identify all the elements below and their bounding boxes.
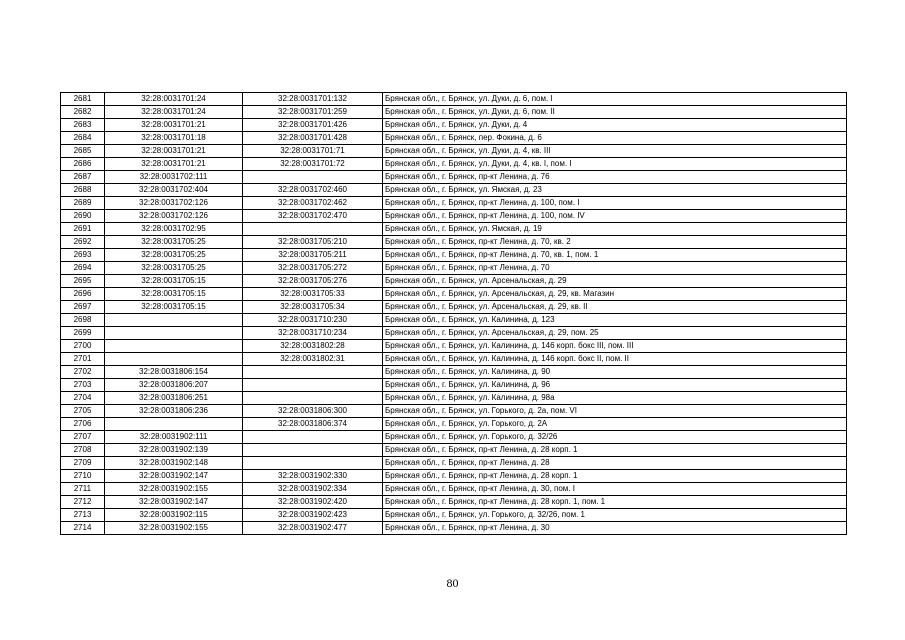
address-cell: Брянская обл., г. Брянск, ул. Калинина, д. 146 корп. бокс III, пом. III [383, 340, 847, 353]
parcel-cadastral-number-cell: 32:28:0031701:21 [105, 119, 243, 132]
table-row [61, 106, 847, 119]
object-cadastral-number-cell: 32:28:0031902:423 [243, 509, 383, 522]
table-row [61, 314, 847, 327]
parcel-cadastral-number-cell: 32:28:0031702:126 [105, 197, 243, 210]
row-number-cell: 2684 [61, 132, 105, 145]
parcel-cadastral-number-cell: 32:28:0031705:25 [105, 236, 243, 249]
row-number-cell: 2689 [61, 197, 105, 210]
address-cell: Брянская обл., г. Брянск, ул. Ямская, д. 19 [383, 223, 847, 236]
object-cadastral-number-cell [243, 379, 383, 392]
table-row [61, 522, 847, 535]
table-row [61, 301, 847, 314]
address-cell: Брянская обл., г. Брянск, ул. Дуки, д. 6, пом. II [383, 106, 847, 119]
row-number-cell: 2709 [61, 457, 105, 470]
object-cadastral-number-cell: 32:28:0031902:330 [243, 470, 383, 483]
object-cadastral-number-cell: 32:28:0031701:72 [243, 158, 383, 171]
address-cell: Брянская обл., г. Брянск, ул. Арсенальская, д. 29, кв. II [383, 301, 847, 314]
row-number-cell: 2682 [61, 106, 105, 119]
parcel-cadastral-number-cell: 32:28:0031701:24 [105, 93, 243, 106]
address-cell: Брянская обл., г. Брянск, пр-кт Ленина, д. 76 [383, 171, 847, 184]
table-row [61, 496, 847, 509]
address-cell: Брянская обл., г. Брянск, ул. Горького, д. 2А [383, 418, 847, 431]
row-number-cell: 2691 [61, 223, 105, 236]
address-cell: Брянская обл., г. Брянск, ул. Калинина, д. 123 [383, 314, 847, 327]
address-cell: Брянская обл., г. Брянск, пр-кт Ленина, д. 70, кв. 1, пом. 1 [383, 249, 847, 262]
address-cell: Брянская обл., г. Брянск, пер. Фокина, д. 6 [383, 132, 847, 145]
parcel-cadastral-number-cell: 32:28:0031701:24 [105, 106, 243, 119]
object-cadastral-number-cell [243, 431, 383, 444]
parcel-cadastral-number-cell: 32:28:0031902:139 [105, 444, 243, 457]
registry-table [60, 92, 847, 535]
row-number-cell: 2711 [61, 483, 105, 496]
table-row [61, 418, 847, 431]
object-cadastral-number-cell: 32:28:0031802:28 [243, 340, 383, 353]
table-row [61, 223, 847, 236]
parcel-cadastral-number-cell: 32:28:0031806:154 [105, 366, 243, 379]
address-cell: Брянская обл., г. Брянск, пр-кт Ленина, д. 100, пом. IV [383, 210, 847, 223]
parcel-cadastral-number-cell: 32:28:0031702:95 [105, 223, 243, 236]
parcel-cadastral-number-cell: 32:28:0031701:18 [105, 132, 243, 145]
table-row [61, 483, 847, 496]
address-cell: Брянская обл., г. Брянск, пр-кт Ленина, д. 28 [383, 457, 847, 470]
object-cadastral-number-cell: 32:28:0031701:259 [243, 106, 383, 119]
object-cadastral-number-cell: 32:28:0031806:374 [243, 418, 383, 431]
table-row [61, 444, 847, 457]
address-cell: Брянская обл., г. Брянск, пр-кт Ленина, д. 28 корп. 1 [383, 444, 847, 457]
row-number-cell: 2708 [61, 444, 105, 457]
row-number-cell: 2707 [61, 431, 105, 444]
address-cell: Брянская обл., г. Брянск, ул. Дуки, д. 4 [383, 119, 847, 132]
table-row [61, 275, 847, 288]
parcel-cadastral-number-cell: 32:28:0031806:207 [105, 379, 243, 392]
address-cell: Брянская обл., г. Брянск, пр-кт Ленина, д. 28 корп. 1, пом. 1 [383, 496, 847, 509]
row-number-cell: 2681 [61, 93, 105, 106]
address-cell: Брянская обл., г. Брянск, пр-кт Ленина, д. 30, пом. I [383, 483, 847, 496]
registry-table-body [61, 93, 847, 535]
table-row [61, 197, 847, 210]
row-number-cell: 2685 [61, 145, 105, 158]
parcel-cadastral-number-cell: 32:28:0031902:148 [105, 457, 243, 470]
row-number-cell: 2712 [61, 496, 105, 509]
table-row [61, 392, 847, 405]
parcel-cadastral-number-cell: 32:28:0031705:15 [105, 288, 243, 301]
address-cell: Брянская обл., г. Брянск, ул. Арсенальская, д. 29, кв. Магазин [383, 288, 847, 301]
object-cadastral-number-cell: 32:28:0031702:470 [243, 210, 383, 223]
parcel-cadastral-number-cell: 32:28:0031806:236 [105, 405, 243, 418]
row-number-cell: 2696 [61, 288, 105, 301]
object-cadastral-number-cell [243, 171, 383, 184]
table-row [61, 158, 847, 171]
table-row [61, 119, 847, 132]
parcel-cadastral-number-cell: 32:28:0031705:25 [105, 249, 243, 262]
parcel-cadastral-number-cell: 32:28:0031806:251 [105, 392, 243, 405]
parcel-cadastral-number-cell [105, 327, 243, 340]
address-cell: Брянская обл., г. Брянск, ул. Калинина, д. 90 [383, 366, 847, 379]
row-number-cell: 2683 [61, 119, 105, 132]
table-row [61, 379, 847, 392]
object-cadastral-number-cell: 32:28:0031902:420 [243, 496, 383, 509]
object-cadastral-number-cell: 32:28:0031702:462 [243, 197, 383, 210]
row-number-cell: 2702 [61, 366, 105, 379]
parcel-cadastral-number-cell: 32:28:0031902:111 [105, 431, 243, 444]
table-row [61, 405, 847, 418]
address-cell: Брянская обл., г. Брянск, ул. Арсенальская, д. 29, пом. 25 [383, 327, 847, 340]
table-row [61, 132, 847, 145]
row-number-cell: 2697 [61, 301, 105, 314]
address-cell: Брянская обл., г. Брянск, пр-кт Ленина, д. 28 корп. 1 [383, 470, 847, 483]
address-cell: Брянская обл., г. Брянск, ул. Горького, д. 32/26, пом. 1 [383, 509, 847, 522]
row-number-cell: 2714 [61, 522, 105, 535]
parcel-cadastral-number-cell: 32:28:0031705:15 [105, 301, 243, 314]
table-row [61, 184, 847, 197]
table-row [61, 210, 847, 223]
row-number-cell: 2703 [61, 379, 105, 392]
table-row [61, 340, 847, 353]
address-cell: Брянская обл., г. Брянск, ул. Дуки, д. 4, кв. III [383, 145, 847, 158]
parcel-cadastral-number-cell: 32:28:0031701:21 [105, 158, 243, 171]
parcel-cadastral-number-cell: 32:28:0031702:404 [105, 184, 243, 197]
parcel-cadastral-number-cell [105, 340, 243, 353]
address-cell: Брянская обл., г. Брянск, ул. Арсенальская, д. 29 [383, 275, 847, 288]
row-number-cell: 2698 [61, 314, 105, 327]
address-cell: Брянская обл., г. Брянск, ул. Горького, д. 2а, пом. VI [383, 405, 847, 418]
address-cell: Брянская обл., г. Брянск, пр-кт Ленина, д. 100, пом. I [383, 197, 847, 210]
address-cell: Брянская обл., г. Брянск, ул. Калинина, д. 98а [383, 392, 847, 405]
parcel-cadastral-number-cell: 32:28:0031705:25 [105, 262, 243, 275]
address-cell: Брянская обл., г. Брянск, ул. Дуки, д. 4, кв. I, пом. I [383, 158, 847, 171]
parcel-cadastral-number-cell [105, 314, 243, 327]
object-cadastral-number-cell: 32:28:0031701:132 [243, 93, 383, 106]
table-row [61, 366, 847, 379]
row-number-cell: 2701 [61, 353, 105, 366]
row-number-cell: 2687 [61, 171, 105, 184]
table-row [61, 236, 847, 249]
object-cadastral-number-cell [243, 444, 383, 457]
object-cadastral-number-cell: 32:28:0031705:210 [243, 236, 383, 249]
parcel-cadastral-number-cell: 32:28:0031702:126 [105, 210, 243, 223]
table-row [61, 249, 847, 262]
row-number-cell: 2699 [61, 327, 105, 340]
object-cadastral-number-cell [243, 223, 383, 236]
row-number-cell: 2695 [61, 275, 105, 288]
table-row [61, 470, 847, 483]
object-cadastral-number-cell: 32:28:0031902:477 [243, 522, 383, 535]
parcel-cadastral-number-cell [105, 418, 243, 431]
row-number-cell: 2690 [61, 210, 105, 223]
table-row [61, 509, 847, 522]
row-number-cell: 2692 [61, 236, 105, 249]
object-cadastral-number-cell: 32:28:0031701:426 [243, 119, 383, 132]
table-row [61, 93, 847, 106]
object-cadastral-number-cell [243, 392, 383, 405]
parcel-cadastral-number-cell: 32:28:0031701:21 [105, 145, 243, 158]
table-row [61, 327, 847, 340]
row-number-cell: 2710 [61, 470, 105, 483]
table-row [61, 171, 847, 184]
row-number-cell: 2706 [61, 418, 105, 431]
object-cadastral-number-cell: 32:28:0031710:234 [243, 327, 383, 340]
table-row [61, 353, 847, 366]
parcel-cadastral-number-cell: 32:28:0031902:155 [105, 483, 243, 496]
row-number-cell: 2700 [61, 340, 105, 353]
page-number: 80 [446, 576, 459, 590]
parcel-cadastral-number-cell: 32:28:0031705:15 [105, 275, 243, 288]
parcel-cadastral-number-cell: 32:28:0031902:147 [105, 496, 243, 509]
parcel-cadastral-number-cell: 32:28:0031902:115 [105, 509, 243, 522]
object-cadastral-number-cell: 32:28:0031701:71 [243, 145, 383, 158]
object-cadastral-number-cell: 32:28:0031702:460 [243, 184, 383, 197]
address-cell: Брянская обл., г. Брянск, пр-кт Ленина, д. 70 [383, 262, 847, 275]
address-cell: Брянская обл., г. Брянск, ул. Горького, д. 32/26 [383, 431, 847, 444]
row-number-cell: 2693 [61, 249, 105, 262]
object-cadastral-number-cell: 32:28:0031902:334 [243, 483, 383, 496]
table-row [61, 262, 847, 275]
object-cadastral-number-cell: 32:28:0031710:230 [243, 314, 383, 327]
row-number-cell: 2688 [61, 184, 105, 197]
object-cadastral-number-cell: 32:28:0031705:211 [243, 249, 383, 262]
object-cadastral-number-cell [243, 366, 383, 379]
table-row [61, 145, 847, 158]
object-cadastral-number-cell: 32:28:0031705:33 [243, 288, 383, 301]
address-cell: Брянская обл., г. Брянск, ул. Ямская, д. 23 [383, 184, 847, 197]
address-cell: Брянская обл., г. Брянск, ул. Калинина, д. 96 [383, 379, 847, 392]
table-row [61, 457, 847, 470]
object-cadastral-number-cell: 32:28:0031705:272 [243, 262, 383, 275]
row-number-cell: 2694 [61, 262, 105, 275]
address-cell: Брянская обл., г. Брянск, ул. Калинина, д. 146 корп. бокс II, пом. II [383, 353, 847, 366]
address-cell: Брянская обл., г. Брянск, пр-кт Ленина, д. 70, кв. 2 [383, 236, 847, 249]
object-cadastral-number-cell: 32:28:0031701:428 [243, 132, 383, 145]
parcel-cadastral-number-cell: 32:28:0031902:155 [105, 522, 243, 535]
parcel-cadastral-number-cell: 32:28:0031702:111 [105, 171, 243, 184]
parcel-cadastral-number-cell [105, 353, 243, 366]
address-cell: Брянская обл., г. Брянск, ул. Дуки, д. 6, пом. I [383, 93, 847, 106]
table-row [61, 431, 847, 444]
row-number-cell: 2686 [61, 158, 105, 171]
row-number-cell: 2713 [61, 509, 105, 522]
object-cadastral-number-cell: 32:28:0031705:34 [243, 301, 383, 314]
row-number-cell: 2705 [61, 405, 105, 418]
object-cadastral-number-cell: 32:28:0031802:31 [243, 353, 383, 366]
object-cadastral-number-cell: 32:28:0031705:276 [243, 275, 383, 288]
parcel-cadastral-number-cell: 32:28:0031902:147 [105, 470, 243, 483]
row-number-cell: 2704 [61, 392, 105, 405]
object-cadastral-number-cell: 32:28:0031806:300 [243, 405, 383, 418]
address-cell: Брянская обл., г. Брянск, пр-кт Ленина, д. 30 [383, 522, 847, 535]
object-cadastral-number-cell [243, 457, 383, 470]
table-row [61, 288, 847, 301]
